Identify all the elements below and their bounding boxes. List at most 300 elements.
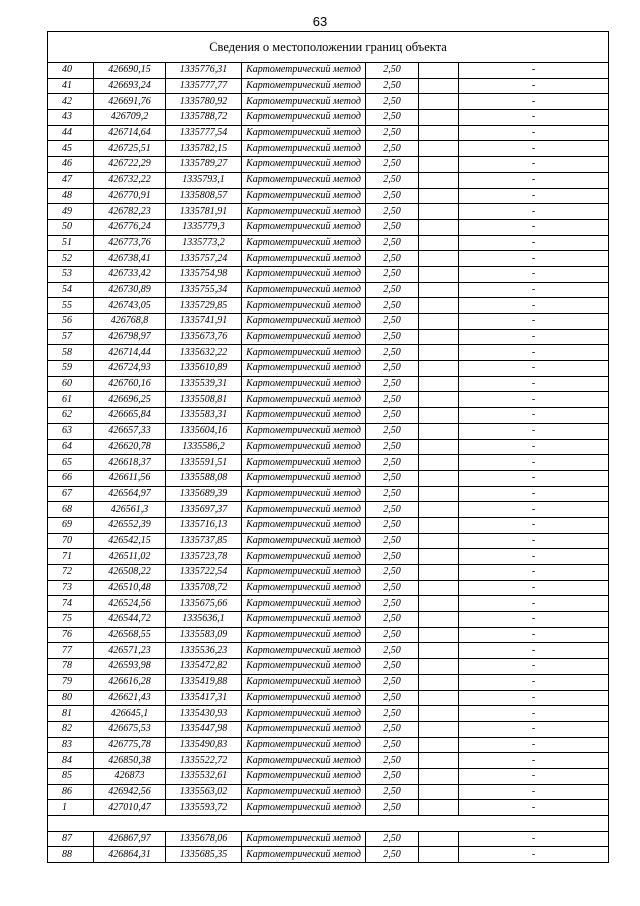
cell-method: Картометрический метод bbox=[242, 768, 366, 784]
cell-extra bbox=[419, 565, 459, 581]
cell-coord-y: 1335741,91 bbox=[166, 314, 242, 330]
cell-extra bbox=[419, 408, 459, 424]
cell-point-number: 78 bbox=[48, 659, 94, 675]
table-row bbox=[48, 329, 609, 345]
cell-description: - bbox=[459, 768, 609, 784]
cell-point-number: 60 bbox=[48, 376, 94, 392]
cell-extra bbox=[419, 721, 459, 737]
cell-coord-x: 426611,56 bbox=[94, 470, 166, 486]
boundary-coordinates-table bbox=[47, 31, 609, 863]
cell-method: Картометрический метод bbox=[242, 565, 366, 581]
cell-method: Картометрический метод bbox=[242, 125, 366, 141]
cell-extra bbox=[419, 157, 459, 173]
cell-method: Картометрический метод bbox=[242, 643, 366, 659]
cell-precision: 2,50 bbox=[366, 737, 419, 753]
table-row bbox=[48, 674, 609, 690]
cell-coord-x: 426618,37 bbox=[94, 455, 166, 471]
cell-coord-x: 426850,38 bbox=[94, 753, 166, 769]
cell-extra bbox=[419, 737, 459, 753]
cell-coord-x: 426725,51 bbox=[94, 141, 166, 157]
cell-point-number: 40 bbox=[48, 63, 94, 79]
cell-precision: 2,50 bbox=[366, 204, 419, 220]
cell-method: Картометрический метод bbox=[242, 439, 366, 455]
cell-coord-y: 1335591,51 bbox=[166, 455, 242, 471]
table-row bbox=[48, 596, 609, 612]
cell-method: Картометрический метод bbox=[242, 470, 366, 486]
cell-extra bbox=[419, 376, 459, 392]
cell-description: - bbox=[459, 721, 609, 737]
table-row bbox=[48, 345, 609, 361]
cell-description: - bbox=[459, 235, 609, 251]
cell-method: Картометрический метод bbox=[242, 408, 366, 424]
cell-method: Картометрический метод bbox=[242, 674, 366, 690]
cell-method: Картометрический метод bbox=[242, 235, 366, 251]
table-row bbox=[48, 706, 609, 722]
table-row bbox=[48, 439, 609, 455]
cell-method: Картометрический метод bbox=[242, 549, 366, 565]
cell-extra bbox=[419, 486, 459, 502]
cell-extra bbox=[419, 659, 459, 675]
cell-method: Картометрический метод bbox=[242, 737, 366, 753]
table-gap-row bbox=[48, 816, 609, 832]
cell-point-number: 63 bbox=[48, 423, 94, 439]
cell-description: - bbox=[459, 737, 609, 753]
table-row bbox=[48, 408, 609, 424]
cell-coord-y: 1335689,39 bbox=[166, 486, 242, 502]
cell-coord-y: 1335782,15 bbox=[166, 141, 242, 157]
cell-extra bbox=[419, 502, 459, 518]
cell-method: Картометрический метод bbox=[242, 392, 366, 408]
table-row bbox=[48, 768, 609, 784]
table-title: Сведения о местоположении границ объекта bbox=[48, 32, 609, 63]
cell-method: Картометрический метод bbox=[242, 63, 366, 79]
cell-extra bbox=[419, 439, 459, 455]
cell-description: - bbox=[459, 345, 609, 361]
cell-method: Картометрический метод bbox=[242, 329, 366, 345]
cell-precision: 2,50 bbox=[366, 470, 419, 486]
cell-method: Картометрический метод bbox=[242, 753, 366, 769]
cell-precision: 2,50 bbox=[366, 329, 419, 345]
cell-precision: 2,50 bbox=[366, 157, 419, 173]
cell-precision: 2,50 bbox=[366, 439, 419, 455]
cell-extra bbox=[419, 266, 459, 282]
table-row bbox=[48, 157, 609, 173]
cell-coord-x: 426714,44 bbox=[94, 345, 166, 361]
cell-description: - bbox=[459, 423, 609, 439]
cell-coord-y: 1335673,76 bbox=[166, 329, 242, 345]
cell-coord-y: 1335773,2 bbox=[166, 235, 242, 251]
cell-extra bbox=[419, 125, 459, 141]
cell-point-number: 76 bbox=[48, 627, 94, 643]
cell-precision: 2,50 bbox=[366, 674, 419, 690]
cell-point-number: 74 bbox=[48, 596, 94, 612]
cell-coord-x: 426571,23 bbox=[94, 643, 166, 659]
cell-coord-y: 1335610,89 bbox=[166, 361, 242, 377]
cell-extra bbox=[419, 172, 459, 188]
cell-extra bbox=[419, 423, 459, 439]
cell-point-number: 56 bbox=[48, 314, 94, 330]
table-row bbox=[48, 800, 609, 816]
cell-coord-x: 426691,76 bbox=[94, 94, 166, 110]
cell-coord-y: 1335757,24 bbox=[166, 251, 242, 267]
cell-coord-x: 426775,78 bbox=[94, 737, 166, 753]
cell-description: - bbox=[459, 502, 609, 518]
cell-extra bbox=[419, 847, 459, 863]
table-row bbox=[48, 612, 609, 628]
cell-coord-y: 1335447,98 bbox=[166, 721, 242, 737]
cell-coord-y: 1335522,72 bbox=[166, 753, 242, 769]
table-row bbox=[48, 125, 609, 141]
cell-description: - bbox=[459, 831, 609, 847]
cell-description: - bbox=[459, 580, 609, 596]
cell-extra bbox=[419, 580, 459, 596]
cell-method: Картометрический метод bbox=[242, 298, 366, 314]
cell-extra bbox=[419, 298, 459, 314]
cell-method: Картометрический метод bbox=[242, 627, 366, 643]
cell-precision: 2,50 bbox=[366, 345, 419, 361]
cell-extra bbox=[419, 517, 459, 533]
cell-description: - bbox=[459, 596, 609, 612]
cell-coord-x: 426542,15 bbox=[94, 533, 166, 549]
cell-coord-x: 426508,22 bbox=[94, 565, 166, 581]
cell-coord-x: 426690,15 bbox=[94, 63, 166, 79]
cell-description: - bbox=[459, 627, 609, 643]
cell-precision: 2,50 bbox=[366, 643, 419, 659]
cell-description: - bbox=[459, 486, 609, 502]
cell-coord-y: 1335722,54 bbox=[166, 565, 242, 581]
cell-coord-y: 1335419,88 bbox=[166, 674, 242, 690]
cell-description: - bbox=[459, 141, 609, 157]
cell-method: Картометрический метод bbox=[242, 266, 366, 282]
cell-coord-y: 1335789,27 bbox=[166, 157, 242, 173]
cell-method: Картометрический метод bbox=[242, 188, 366, 204]
cell-coord-x: 426743,05 bbox=[94, 298, 166, 314]
cell-extra bbox=[419, 78, 459, 94]
cell-coord-x: 426564,97 bbox=[94, 486, 166, 502]
cell-coord-x: 426782,23 bbox=[94, 204, 166, 220]
cell-precision: 2,50 bbox=[366, 141, 419, 157]
cell-coord-y: 1335604,16 bbox=[166, 423, 242, 439]
table-row bbox=[48, 63, 609, 79]
cell-precision: 2,50 bbox=[366, 706, 419, 722]
gap-cell bbox=[48, 816, 609, 832]
table-title-row bbox=[48, 32, 609, 63]
cell-description: - bbox=[459, 753, 609, 769]
cell-method: Картометрический метод bbox=[242, 502, 366, 518]
cell-coord-x: 426709,2 bbox=[94, 110, 166, 126]
cell-extra bbox=[419, 329, 459, 345]
cell-coord-x: 426732,22 bbox=[94, 172, 166, 188]
cell-description: - bbox=[459, 612, 609, 628]
cell-precision: 2,50 bbox=[366, 627, 419, 643]
cell-description: - bbox=[459, 298, 609, 314]
cell-precision: 2,50 bbox=[366, 690, 419, 706]
cell-coord-x: 426768,8 bbox=[94, 314, 166, 330]
cell-coord-x: 426620,78 bbox=[94, 439, 166, 455]
cell-precision: 2,50 bbox=[366, 110, 419, 126]
cell-description: - bbox=[459, 565, 609, 581]
table-row bbox=[48, 753, 609, 769]
cell-coord-y: 1335808,57 bbox=[166, 188, 242, 204]
cell-description: - bbox=[459, 784, 609, 800]
cell-description: - bbox=[459, 408, 609, 424]
cell-coord-x: 426696,25 bbox=[94, 392, 166, 408]
cell-extra bbox=[419, 690, 459, 706]
cell-precision: 2,50 bbox=[366, 125, 419, 141]
table-row bbox=[48, 314, 609, 330]
table-row bbox=[48, 172, 609, 188]
cell-precision: 2,50 bbox=[366, 408, 419, 424]
cell-extra bbox=[419, 674, 459, 690]
cell-coord-x: 426714,64 bbox=[94, 125, 166, 141]
cell-precision: 2,50 bbox=[366, 392, 419, 408]
cell-point-number: 79 bbox=[48, 674, 94, 690]
cell-extra bbox=[419, 251, 459, 267]
cell-extra bbox=[419, 596, 459, 612]
cell-coord-y: 1335780,92 bbox=[166, 94, 242, 110]
cell-precision: 2,50 bbox=[366, 596, 419, 612]
cell-extra bbox=[419, 204, 459, 220]
cell-point-number: 47 bbox=[48, 172, 94, 188]
cell-precision: 2,50 bbox=[366, 94, 419, 110]
table-row bbox=[48, 784, 609, 800]
cell-point-number: 49 bbox=[48, 204, 94, 220]
cell-extra bbox=[419, 627, 459, 643]
table-row bbox=[48, 282, 609, 298]
cell-precision: 2,50 bbox=[366, 831, 419, 847]
cell-point-number: 59 bbox=[48, 361, 94, 377]
cell-coord-y: 1335583,09 bbox=[166, 627, 242, 643]
cell-precision: 2,50 bbox=[366, 63, 419, 79]
cell-coord-x: 426524,56 bbox=[94, 596, 166, 612]
cell-point-number: 72 bbox=[48, 565, 94, 581]
cell-description: - bbox=[459, 204, 609, 220]
table-row bbox=[48, 659, 609, 675]
cell-coord-y: 1335777,77 bbox=[166, 78, 242, 94]
cell-description: - bbox=[459, 800, 609, 816]
cell-method: Картометрический метод bbox=[242, 659, 366, 675]
cell-point-number: 52 bbox=[48, 251, 94, 267]
cell-description: - bbox=[459, 706, 609, 722]
cell-extra bbox=[419, 94, 459, 110]
cell-description: - bbox=[459, 392, 609, 408]
cell-coord-x: 426722,29 bbox=[94, 157, 166, 173]
cell-point-number: 67 bbox=[48, 486, 94, 502]
cell-point-number: 51 bbox=[48, 235, 94, 251]
cell-coord-x: 427010,47 bbox=[94, 800, 166, 816]
page-number: 63 bbox=[312, 14, 328, 29]
cell-coord-y: 1335583,31 bbox=[166, 408, 242, 424]
cell-description: - bbox=[459, 63, 609, 79]
cell-extra bbox=[419, 643, 459, 659]
cell-coord-y: 1335708,72 bbox=[166, 580, 242, 596]
cell-method: Картометрический метод bbox=[242, 172, 366, 188]
cell-coord-y: 1335539,31 bbox=[166, 376, 242, 392]
table-row bbox=[48, 235, 609, 251]
cell-precision: 2,50 bbox=[366, 423, 419, 439]
cell-point-number: 43 bbox=[48, 110, 94, 126]
cell-coord-x: 426568,55 bbox=[94, 627, 166, 643]
cell-precision: 2,50 bbox=[366, 549, 419, 565]
cell-point-number: 58 bbox=[48, 345, 94, 361]
cell-description: - bbox=[459, 549, 609, 565]
cell-description: - bbox=[459, 643, 609, 659]
cell-extra bbox=[419, 110, 459, 126]
cell-coord-y: 1335636,1 bbox=[166, 612, 242, 628]
cell-point-number: 68 bbox=[48, 502, 94, 518]
cell-precision: 2,50 bbox=[366, 298, 419, 314]
cell-coord-y: 1335563,02 bbox=[166, 784, 242, 800]
cell-precision: 2,50 bbox=[366, 188, 419, 204]
cell-coord-x: 426864,31 bbox=[94, 847, 166, 863]
cell-coord-y: 1335632,22 bbox=[166, 345, 242, 361]
cell-coord-x: 426873 bbox=[94, 768, 166, 784]
cell-extra bbox=[419, 282, 459, 298]
table-row bbox=[48, 470, 609, 486]
cell-coord-x: 426645,1 bbox=[94, 706, 166, 722]
cell-precision: 2,50 bbox=[366, 800, 419, 816]
cell-coord-y: 1335776,31 bbox=[166, 63, 242, 79]
cell-point-number: 41 bbox=[48, 78, 94, 94]
table-row bbox=[48, 565, 609, 581]
cell-description: - bbox=[459, 517, 609, 533]
cell-description: - bbox=[459, 329, 609, 345]
cell-coord-x: 426616,28 bbox=[94, 674, 166, 690]
cell-precision: 2,50 bbox=[366, 251, 419, 267]
cell-point-number: 65 bbox=[48, 455, 94, 471]
cell-precision: 2,50 bbox=[366, 361, 419, 377]
cell-point-number: 85 bbox=[48, 768, 94, 784]
table-row bbox=[48, 502, 609, 518]
cell-coord-y: 1335685,35 bbox=[166, 847, 242, 863]
cell-point-number: 50 bbox=[48, 219, 94, 235]
table-row bbox=[48, 721, 609, 737]
table-row bbox=[48, 376, 609, 392]
cell-extra bbox=[419, 188, 459, 204]
cell-description: - bbox=[459, 439, 609, 455]
cell-coord-y: 1335723,78 bbox=[166, 549, 242, 565]
cell-coord-x: 426867,97 bbox=[94, 831, 166, 847]
cell-coord-x: 426760,16 bbox=[94, 376, 166, 392]
cell-point-number: 64 bbox=[48, 439, 94, 455]
cell-description: - bbox=[459, 533, 609, 549]
cell-precision: 2,50 bbox=[366, 486, 419, 502]
cell-description: - bbox=[459, 172, 609, 188]
table-row bbox=[48, 486, 609, 502]
cell-coord-y: 1335793,1 bbox=[166, 172, 242, 188]
table-row bbox=[48, 423, 609, 439]
cell-precision: 2,50 bbox=[366, 455, 419, 471]
cell-extra bbox=[419, 141, 459, 157]
cell-method: Картометрический метод bbox=[242, 251, 366, 267]
table-row bbox=[48, 110, 609, 126]
cell-point-number: 88 bbox=[48, 847, 94, 863]
cell-method: Картометрический метод bbox=[242, 847, 366, 863]
cell-method: Картометрический метод bbox=[242, 423, 366, 439]
cell-coord-y: 1335588,08 bbox=[166, 470, 242, 486]
cell-precision: 2,50 bbox=[366, 784, 419, 800]
cell-precision: 2,50 bbox=[366, 314, 419, 330]
cell-precision: 2,50 bbox=[366, 266, 419, 282]
table-row bbox=[48, 78, 609, 94]
cell-point-number: 55 bbox=[48, 298, 94, 314]
cell-extra bbox=[419, 235, 459, 251]
cell-point-number: 45 bbox=[48, 141, 94, 157]
table-row bbox=[48, 580, 609, 596]
table-row bbox=[48, 298, 609, 314]
cell-coord-x: 426665,84 bbox=[94, 408, 166, 424]
cell-method: Картометрический метод bbox=[242, 94, 366, 110]
cell-point-number: 61 bbox=[48, 392, 94, 408]
table-row bbox=[48, 204, 609, 220]
cell-method: Картометрический метод bbox=[242, 612, 366, 628]
cell-precision: 2,50 bbox=[366, 847, 419, 863]
cell-method: Картометрический метод bbox=[242, 721, 366, 737]
cell-point-number: 69 bbox=[48, 517, 94, 533]
cell-method: Картометрический метод bbox=[242, 784, 366, 800]
cell-point-number: 71 bbox=[48, 549, 94, 565]
cell-precision: 2,50 bbox=[366, 580, 419, 596]
cell-coord-y: 1335697,37 bbox=[166, 502, 242, 518]
cell-precision: 2,50 bbox=[366, 235, 419, 251]
cell-coord-y: 1335729,85 bbox=[166, 298, 242, 314]
cell-method: Картометрический метод bbox=[242, 361, 366, 377]
cell-precision: 2,50 bbox=[366, 517, 419, 533]
cell-method: Картометрический метод bbox=[242, 800, 366, 816]
cell-point-number: 77 bbox=[48, 643, 94, 659]
cell-coord-y: 1335508,81 bbox=[166, 392, 242, 408]
cell-point-number: 66 bbox=[48, 470, 94, 486]
cell-description: - bbox=[459, 251, 609, 267]
cell-precision: 2,50 bbox=[366, 659, 419, 675]
cell-point-number: 80 bbox=[48, 690, 94, 706]
cell-description: - bbox=[459, 266, 609, 282]
cell-extra bbox=[419, 533, 459, 549]
cell-precision: 2,50 bbox=[366, 533, 419, 549]
cell-method: Картометрический метод bbox=[242, 314, 366, 330]
cell-point-number: 81 bbox=[48, 706, 94, 722]
table-row bbox=[48, 188, 609, 204]
cell-point-number: 84 bbox=[48, 753, 94, 769]
table-row bbox=[48, 831, 609, 847]
cell-extra bbox=[419, 455, 459, 471]
cell-point-number: 75 bbox=[48, 612, 94, 628]
cell-coord-x: 426675,53 bbox=[94, 721, 166, 737]
cell-precision: 2,50 bbox=[366, 282, 419, 298]
table-row bbox=[48, 847, 609, 863]
cell-point-number: 87 bbox=[48, 831, 94, 847]
cell-description: - bbox=[459, 94, 609, 110]
cell-precision: 2,50 bbox=[366, 219, 419, 235]
cell-extra bbox=[419, 361, 459, 377]
cell-coord-y: 1335754,98 bbox=[166, 266, 242, 282]
cell-extra bbox=[419, 706, 459, 722]
cell-coord-y: 1335755,34 bbox=[166, 282, 242, 298]
cell-point-number: 82 bbox=[48, 721, 94, 737]
cell-coord-y: 1335781,91 bbox=[166, 204, 242, 220]
cell-coord-y: 1335472,82 bbox=[166, 659, 242, 675]
table-row bbox=[48, 392, 609, 408]
cell-description: - bbox=[459, 282, 609, 298]
cell-coord-y: 1335586,2 bbox=[166, 439, 242, 455]
cell-extra bbox=[419, 345, 459, 361]
cell-extra bbox=[419, 314, 459, 330]
cell-description: - bbox=[459, 314, 609, 330]
cell-coord-x: 426770,91 bbox=[94, 188, 166, 204]
cell-description: - bbox=[459, 78, 609, 94]
cell-description: - bbox=[459, 659, 609, 675]
cell-description: - bbox=[459, 674, 609, 690]
